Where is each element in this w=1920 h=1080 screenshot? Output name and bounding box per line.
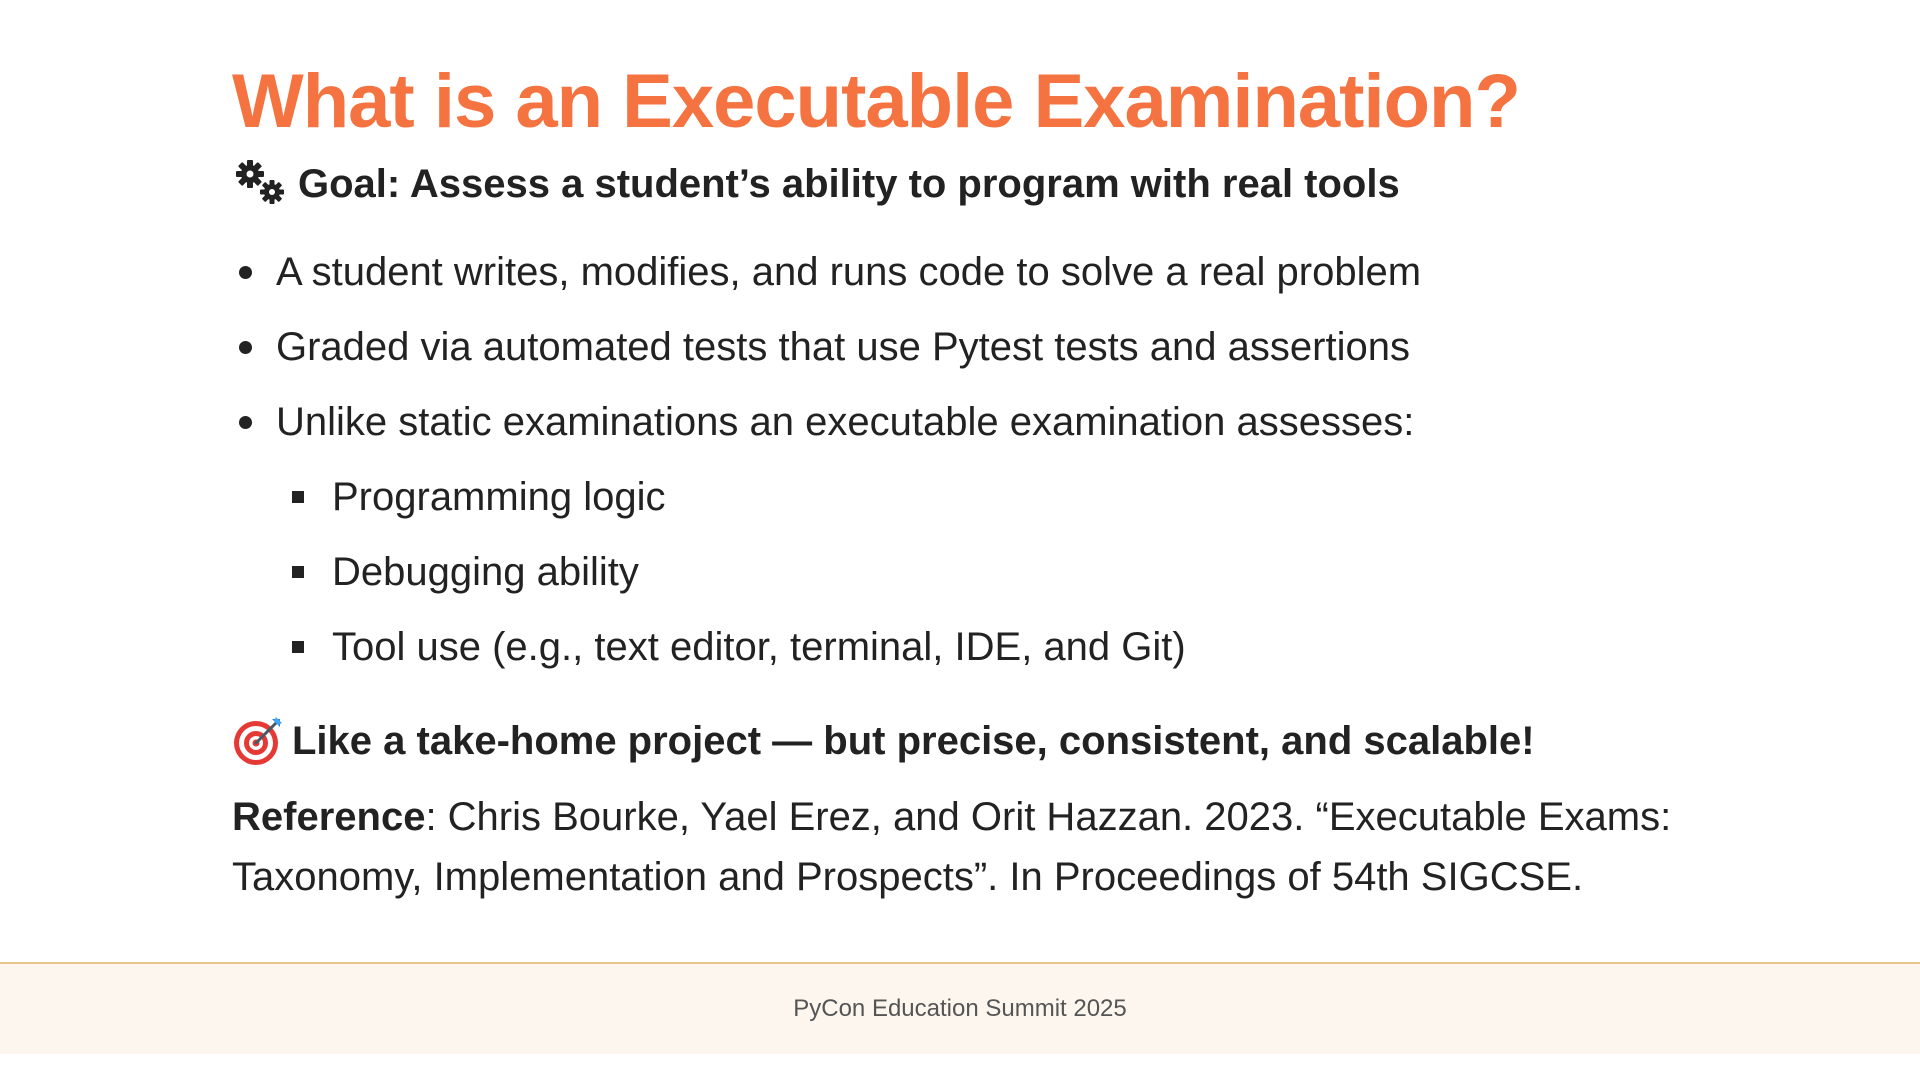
bullet-text: Unlike static examinations an executable examination assesses: [276, 400, 1415, 444]
bullet-dot [239, 341, 252, 354]
slide-title: What is an Executable Examination? [232, 59, 1520, 144]
tagline-text: Like a take-home project — but precise, consistent, and scalable! [292, 719, 1535, 763]
goal-text: Goal: Assess a student’s ability to program with real tools [298, 162, 1400, 206]
reference [232, 787, 1732, 907]
subbullet-text: Tool use (e.g., text editor, terminal, IDE, and Git) [332, 625, 1186, 669]
square-bullet [292, 641, 304, 653]
bullet-dot [239, 416, 252, 429]
bullet-item [232, 398, 1792, 446]
subbullet-item [288, 473, 1792, 521]
goal-heading [232, 158, 1792, 210]
tagline [232, 715, 1792, 767]
reference-label: Reference [232, 795, 426, 839]
bullet-list [232, 248, 1792, 671]
subbullet-item [288, 623, 1792, 671]
subbullet-text: Programming logic [332, 475, 666, 519]
square-bullet [292, 566, 304, 578]
subbullet-container [232, 473, 1792, 671]
subbullet-list [232, 473, 1792, 671]
bullet-text: A student writes, modifies, and runs code to solve a real problem [276, 250, 1422, 294]
gears-icon [232, 158, 290, 210]
slide-content [232, 56, 1792, 907]
reference-text: : Chris Bourke, Yael Erez, and Orit Hazzan. 2023. “Executable Exams: Taxonomy, Implementation and Prospects”. In Proceedings of 54th SIGCSE. [232, 795, 1672, 899]
subbullet-item [288, 548, 1792, 596]
footer [0, 962, 1920, 1054]
footer-text: PyCon Education Summit 2025 [793, 995, 1127, 1022]
square-bullet [292, 491, 304, 503]
bullet-text: Graded via automated tests that use Pytest tests and assertions [276, 325, 1410, 369]
bullet-item [232, 323, 1792, 371]
subbullet-text: Debugging ability [332, 550, 639, 594]
bullet-item [232, 248, 1792, 296]
bullet-dot [239, 266, 252, 279]
target-icon [232, 715, 284, 767]
